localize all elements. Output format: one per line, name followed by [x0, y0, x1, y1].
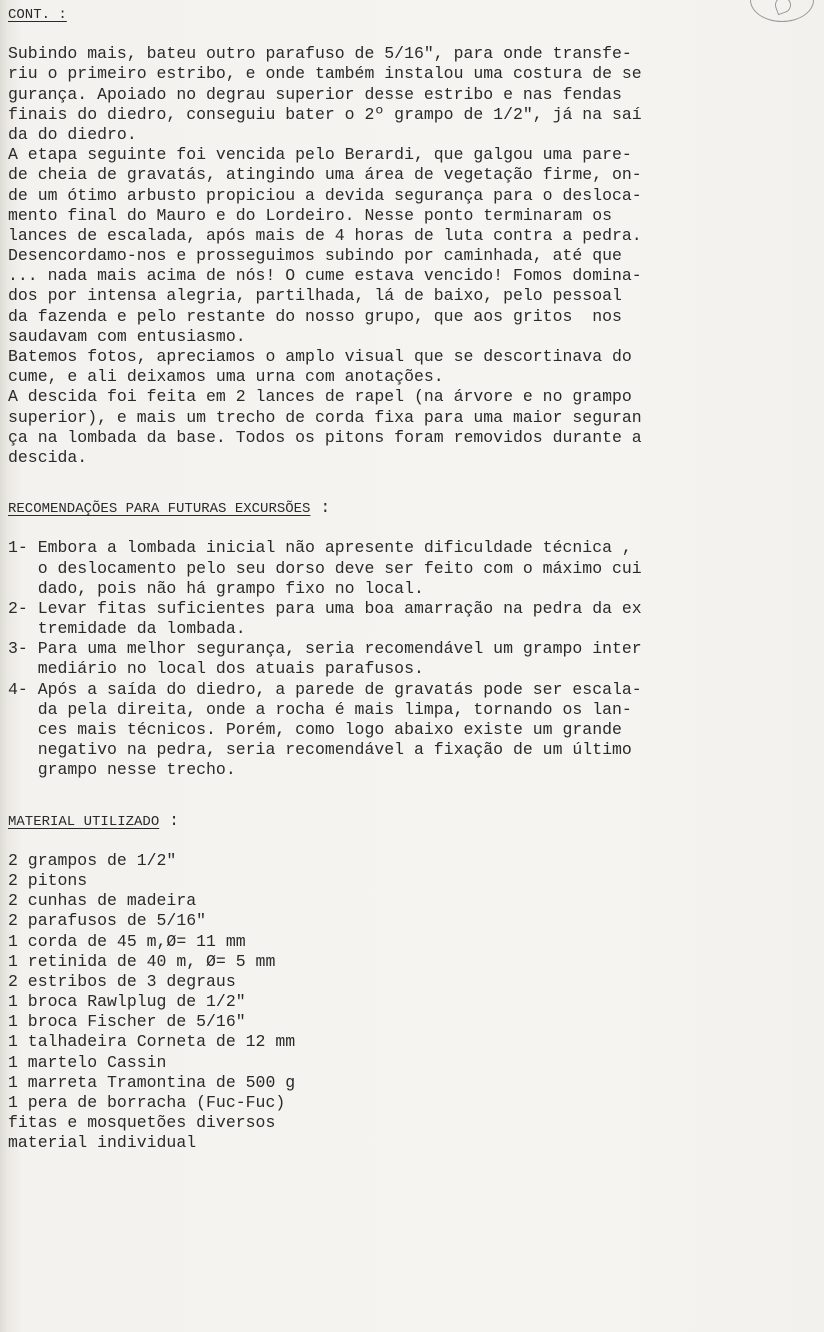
narrative-line: lances de escalada, após mais de 4 horas de luta contra a pedra. — [8, 225, 642, 245]
narrative-line: de cheia de gravatás, atingindo uma área de vegetação firme, on- — [8, 165, 642, 185]
recommendation-line: 1- Embora a lombada inicial não apresente dificuldade técnica , — [8, 538, 632, 558]
narrative-line: A descida foi feita em 2 lances de rapel (na árvore e no grampo — [8, 387, 632, 407]
material-list — [8, 851, 808, 1154]
recommendation-line: o deslocamento pelo seu dorso deve ser feito com o máximo cui — [8, 558, 642, 578]
narrative-line: Desencordamo-nos e prosseguimos subindo por caminhada, até que — [8, 246, 622, 266]
material-item: 1 broca Fischer de 5/16" — [8, 1012, 246, 1032]
material-item: 1 broca Rawlplug de 1/2" — [8, 992, 246, 1012]
narrative-line: riu o primeiro estribo, e onde também instalou uma costura de se — [8, 64, 642, 84]
narrative-line: mento final do Mauro e do Lordeiro. Nesse ponto terminaram os — [8, 205, 612, 225]
recommendation-line: dado, pois não há grampo fixo no local. — [8, 578, 424, 598]
narrative-line: finais do diedro, conseguiu bater o 2º grampo de 1/2", já na saí — [8, 104, 642, 124]
narrative-line: da do diedro. — [8, 124, 137, 144]
recommendation-item — [8, 538, 808, 599]
recommendation-line: mediário no local dos atuais parafusos. — [8, 659, 424, 679]
narrative-line: descida. — [8, 447, 88, 467]
narrative-line: gurança. Apoiado no degrau superior desse estribo e nas fendas — [8, 84, 632, 104]
narrative-line: Subindo mais, bateu outro parafuso de 5/16", para onde transfe- — [8, 44, 632, 64]
material-heading: MATERIAL UTILIZADO : — [8, 810, 180, 830]
recommendation-line: 4- Após a saída do diedro, a parede de gravatás pode ser escala- — [8, 679, 642, 699]
material-item: 1 martelo Cassin — [8, 1052, 167, 1072]
material-item: 1 pera de borracha (Fuc-Fuc) — [8, 1093, 286, 1112]
recommendations-list — [8, 538, 808, 780]
narrative-line: superior), e mais um trecho de corda fixa para uma maior seguran — [8, 407, 642, 427]
document-text — [8, 4, 808, 1154]
narrative-line: de um ótimo arbusto propiciou a devida segurança para o desloca- — [8, 185, 642, 205]
material-item: 1 marreta Tramontina de 500 g — [8, 1072, 296, 1092]
material-item: 2 cunhas de madeira — [8, 891, 197, 911]
material-item: 1 retinida de 40 m, Ø= 5 mm — [8, 951, 276, 971]
recommendation-line: 3- Para uma melhor segurança, seria recomendável um grampo inter — [8, 639, 642, 659]
recommendation-line: ces mais técnicos. Porém, como logo abaixo existe um grande — [8, 720, 622, 739]
recommendation-item — [8, 680, 808, 781]
recommendation-item — [8, 599, 808, 639]
recommendation-line: tremidade da lombada. — [8, 619, 246, 639]
material-item: 2 estribos de 3 degraus — [8, 971, 236, 991]
recommendation-line: 2- Levar fitas suficientes para uma boa amarração na pedra da ex — [8, 598, 642, 618]
material-item: 2 grampos de 1/2" — [8, 850, 177, 870]
material-item: 2 parafusos de 5/16" — [8, 911, 207, 931]
cont-heading: CONT. : — [8, 7, 67, 23]
material-item: 2 pitons — [8, 870, 88, 890]
narrative-line: da fazenda e pelo restante do nosso grupo, que aos gritos nos — [8, 306, 622, 326]
narrative-line: A etapa seguinte foi vencida pelo Berardi, que galgou uma pare- — [8, 145, 632, 165]
narrative-line: saudavam com entusiasmo. — [8, 326, 246, 346]
recommendation-line: negativo na pedra, seria recomendável a fixação de um último — [8, 740, 632, 760]
recommendations-heading: RECOMENDAÇÕES PARA FUTURAS EXCURSÕES : — [8, 498, 331, 518]
material-item: 1 corda de 45 m,Ø= 11 mm — [8, 931, 246, 951]
recommendation-line: da pela direita, onde a rocha é mais limpa, tornando os lan- — [8, 699, 632, 719]
narrative-block — [8, 44, 808, 468]
narrative-line: ... nada mais acima de nós! O cume estava vencido! Fomos domina- — [8, 266, 642, 286]
narrative-line: dos por intensa alegria, partilhada, lá de baixo, pelo pessoal — [8, 286, 622, 306]
material-item: 1 talhadeira Corneta de 12 mm — [8, 1032, 296, 1052]
recommendation-line: grampo nesse trecho. — [8, 760, 236, 780]
recommendation-item — [8, 639, 808, 679]
material-item: fitas e mosquetões diversos — [8, 1113, 276, 1133]
narrative-line: cume, e ali deixamos uma urna com anotações. — [8, 367, 444, 387]
narrative-line: Batemos fotos, apreciamos o amplo visual que se descortinava do — [8, 347, 632, 366]
narrative-line: ça na lombada da base. Todos os pitons foram removidos durante a — [8, 427, 642, 447]
material-item: material individual — [8, 1133, 197, 1153]
